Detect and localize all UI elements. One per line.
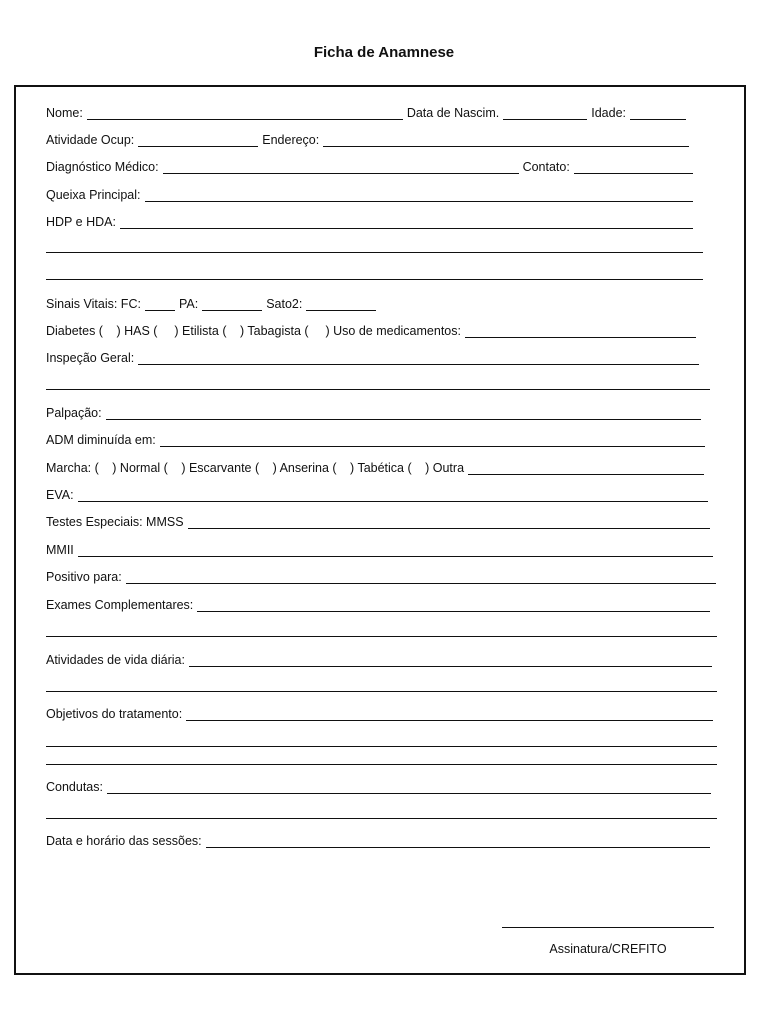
checkbox-escarvante[interactable] <box>263 461 272 475</box>
label-mmii: MMII <box>46 543 74 557</box>
checkbox-normal[interactable] <box>172 461 181 475</box>
row-testes <box>46 511 714 529</box>
field-outra[interactable] <box>468 461 704 475</box>
label-sessoes: Data e horário das sessões: <box>46 834 202 848</box>
row-inspecao <box>46 347 703 365</box>
label-endereco: Endereço: <box>262 133 320 147</box>
row-palpacao <box>46 402 705 420</box>
field-objetivos[interactable] <box>186 707 713 721</box>
label-positivo: Positivo para: <box>46 570 122 584</box>
blank-line-avd[interactable] <box>46 691 717 692</box>
field-fc[interactable] <box>145 297 175 311</box>
field-avd[interactable] <box>189 653 712 667</box>
field-hdp[interactable] <box>120 215 693 229</box>
label-objetivos: Objetivos do tratamento: <box>46 707 183 721</box>
row-marcha <box>46 457 708 475</box>
blank-line-exames[interactable] <box>46 636 717 637</box>
label-eva: EVA: <box>46 488 74 502</box>
label-outra: ) Outra <box>425 461 465 475</box>
field-data-nasc[interactable] <box>503 106 587 120</box>
label-anserina: ) Anserina ( <box>272 461 337 475</box>
blank-line-objetivos-1[interactable] <box>46 746 717 747</box>
label-queixa: Queixa Principal: <box>46 188 141 202</box>
field-sessoes[interactable] <box>206 834 710 848</box>
label-contato: Contato: <box>522 160 570 174</box>
field-idade[interactable] <box>630 106 686 120</box>
label-palpacao: Palpação: <box>46 406 102 420</box>
row-exames <box>46 594 714 612</box>
row-sessoes <box>46 830 714 848</box>
field-condutas[interactable] <box>107 780 711 794</box>
label-data-nasc: Data de Nascim. <box>406 106 500 120</box>
label-inspecao: Inspeção Geral: <box>46 351 135 365</box>
checkbox-tabagista[interactable] <box>313 324 326 338</box>
row-eva <box>46 484 712 502</box>
label-has: ) HAS ( <box>116 324 158 338</box>
checkbox-tabetica[interactable] <box>416 461 425 475</box>
signature-line[interactable] <box>502 927 714 928</box>
page-title: Ficha de Anamnese <box>313 44 455 61</box>
field-nome[interactable] <box>87 106 403 120</box>
label-diagnostico: Diagnóstico Médico: <box>46 160 159 174</box>
label-normal: ) Normal ( <box>112 461 168 475</box>
label-atividade: Atividade Ocup: <box>46 133 135 147</box>
field-pa[interactable] <box>202 297 262 311</box>
signature-label: Assinatura/CREFITO <box>549 942 667 956</box>
field-mmii[interactable] <box>78 543 713 557</box>
checkbox-etilista[interactable] <box>231 324 240 338</box>
field-contato[interactable] <box>574 160 693 174</box>
field-inspecao[interactable] <box>138 351 699 365</box>
field-adm[interactable] <box>160 433 705 447</box>
row-condutas <box>46 776 715 794</box>
row-sinais-vitais <box>46 293 386 311</box>
checkbox-anserina[interactable] <box>341 461 350 475</box>
label-tabagista: ) Tabagista ( <box>239 324 309 338</box>
blank-line-objetivos-2[interactable] <box>46 764 717 765</box>
blank-line-hdp-2[interactable] <box>46 279 703 280</box>
label-condutas: Condutas: <box>46 780 103 794</box>
field-queixa[interactable] <box>145 188 694 202</box>
row-hdp <box>46 211 697 229</box>
label-exames: Exames Complementares: <box>46 598 194 612</box>
field-exames[interactable] <box>197 598 710 612</box>
label-pa: PA: <box>178 297 199 311</box>
row-diagnostico <box>46 156 697 174</box>
label-hdp: HDP e HDA: <box>46 215 116 229</box>
row-mmii <box>46 539 717 557</box>
blank-line-hdp-1[interactable] <box>46 252 703 253</box>
label-fc: Sinais Vitais: FC: <box>46 297 141 311</box>
field-diagnostico[interactable] <box>163 160 519 174</box>
blank-line-inspecao[interactable] <box>46 389 710 390</box>
label-medicamentos: ) Uso de medicamentos: <box>325 324 461 338</box>
label-testes: Testes Especiais: MMSS <box>46 515 184 529</box>
field-eva[interactable] <box>78 488 708 502</box>
label-idade: Idade: <box>591 106 626 120</box>
checkbox-has[interactable] <box>161 324 174 338</box>
field-atividade[interactable] <box>138 133 258 147</box>
row-nome <box>46 102 690 120</box>
row-positivo <box>46 566 720 584</box>
row-comorbidades <box>46 320 700 338</box>
row-atividade <box>46 129 693 147</box>
row-queixa <box>46 184 697 202</box>
label-sato2: Sato2: <box>266 297 303 311</box>
checkbox-marcha[interactable] <box>103 461 112 475</box>
label-etilista: ) Etilista ( <box>174 324 227 338</box>
field-palpacao[interactable] <box>106 406 701 420</box>
row-avd <box>46 649 716 667</box>
label-nome: Nome: <box>46 106 83 120</box>
row-adm <box>46 429 709 447</box>
field-mmss[interactable] <box>188 515 710 529</box>
label-tabetica: ) Tabética ( <box>350 461 412 475</box>
label-adm: ADM diminuída em: <box>46 433 156 447</box>
field-positivo[interactable] <box>126 570 716 584</box>
checkbox-diabetes[interactable] <box>107 324 116 338</box>
field-endereco[interactable] <box>323 133 689 147</box>
label-escarvante: ) Escarvante ( <box>181 461 260 475</box>
blank-line-condutas[interactable] <box>46 818 717 819</box>
label-avd: Atividades de vida diária: <box>46 653 185 667</box>
field-sato2[interactable] <box>306 297 376 311</box>
field-medicamentos[interactable] <box>465 324 696 338</box>
row-objetivos <box>46 703 717 721</box>
label-diabetes: Diabetes ( <box>46 324 103 338</box>
label-marcha: Marcha: ( <box>46 461 99 475</box>
